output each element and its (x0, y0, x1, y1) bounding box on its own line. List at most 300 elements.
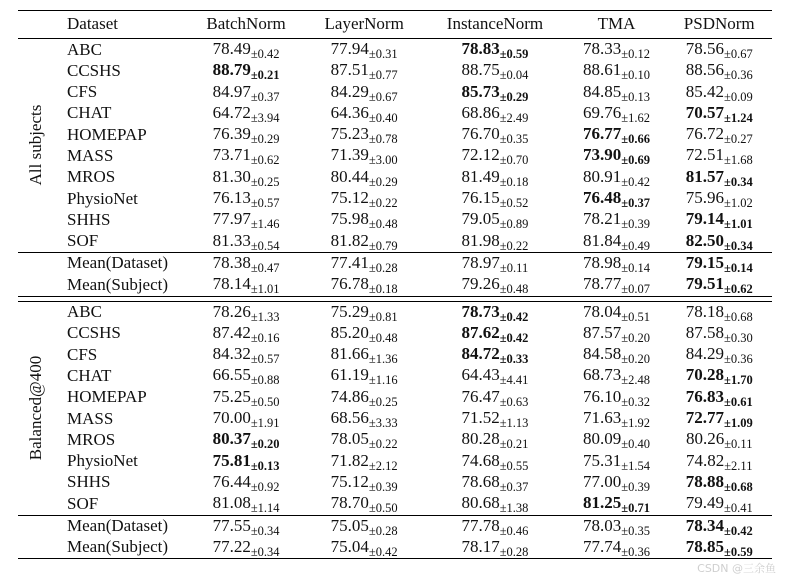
header-instancenorm: InstanceNorm (423, 11, 566, 39)
cell-value: 78.17 (461, 536, 500, 556)
value-cell (305, 323, 423, 344)
cell-value: 87.51 (330, 60, 369, 80)
value-cell (187, 472, 305, 493)
cell-std: ±0.79 (368, 238, 398, 253)
value-cell (305, 252, 423, 274)
cell-std: ±1.54 (621, 458, 651, 473)
cell-value: 79.15 (685, 252, 724, 272)
cell-std: ±0.21 (250, 68, 280, 83)
cell-std: ±0.36 (723, 352, 753, 367)
cell-std: ±0.20 (621, 352, 651, 367)
value-cell (423, 493, 566, 515)
cell-std: ±0.13 (621, 89, 651, 104)
cell-value: 76.83 (685, 386, 724, 406)
cell-std: ±1.36 (368, 352, 398, 367)
cell-std: ±0.62 (723, 282, 753, 297)
cell-std: ±0.10 (621, 68, 651, 83)
value-cell (305, 451, 423, 472)
cell-std: ±0.50 (250, 394, 280, 409)
value-cell (423, 145, 566, 166)
cell-std: ±0.42 (723, 523, 753, 538)
cell-std: ±0.35 (499, 132, 529, 147)
cell-value: 81.84 (583, 230, 622, 250)
cell-value: 79.49 (685, 493, 724, 513)
cell-value: 77.00 (583, 471, 622, 491)
value-cell (567, 365, 667, 386)
value-cell (567, 252, 667, 274)
cell-std: ±2.49 (499, 110, 529, 125)
cell-value: 74.86 (330, 386, 369, 406)
cell-value: 78.26 (212, 301, 251, 321)
value-cell (305, 515, 423, 537)
value-cell (305, 365, 423, 386)
dataset-name: CCSHS (67, 323, 121, 343)
cell-std: ±0.68 (723, 309, 753, 324)
cell-value: 74.68 (461, 450, 500, 470)
cell-value: 78.70 (330, 493, 369, 513)
value-cell (305, 60, 423, 81)
value-cell (567, 344, 667, 365)
cell-value: 72.77 (685, 408, 724, 428)
value-cell (305, 167, 423, 188)
value-cell (666, 209, 772, 230)
cell-std: ±0.70 (499, 153, 529, 168)
cell-std: ±0.61 (723, 394, 753, 409)
cell-std: ±0.20 (250, 437, 280, 452)
cell-std: ±1.33 (250, 309, 280, 324)
value-cell (305, 274, 423, 296)
mean-row (18, 252, 772, 274)
value-cell (567, 323, 667, 344)
value-cell (423, 60, 566, 81)
cell-value: 81.25 (583, 493, 622, 513)
cell-std: ±0.48 (368, 330, 398, 345)
cell-value: 76.77 (583, 124, 622, 144)
cell-std: ±2.48 (621, 373, 651, 388)
table-row (18, 82, 772, 103)
cell-std: ±0.48 (499, 282, 529, 297)
table-row (18, 231, 772, 253)
value-cell (187, 103, 305, 124)
value-cell (567, 515, 667, 537)
cell-value: 78.83 (461, 39, 500, 58)
cell-std: ±0.32 (621, 394, 651, 409)
cell-std: ±0.31 (368, 47, 398, 61)
value-cell (187, 209, 305, 230)
value-cell (567, 493, 667, 515)
cell-std: ±0.51 (621, 309, 651, 324)
cell-std: ±4.41 (499, 373, 529, 388)
cell-value: 82.50 (685, 230, 724, 250)
mean-name: Mean(Dataset) (54, 252, 187, 274)
table-row (18, 472, 772, 493)
cell-value: 75.23 (330, 124, 369, 144)
cell-std: ±0.09 (723, 89, 753, 104)
blank-cell (18, 537, 54, 559)
cell-value: 77.22 (212, 536, 251, 556)
value-cell (187, 39, 305, 61)
cell-value: 78.88 (685, 471, 724, 491)
value-cell (305, 344, 423, 365)
value-cell (187, 231, 305, 253)
value-cell (666, 451, 772, 472)
dataset-name: MROS (67, 167, 116, 187)
cell-std: ±0.12 (621, 47, 651, 61)
cell-value: 84.72 (461, 344, 500, 364)
cell-value: 78.56 (685, 39, 724, 58)
cell-std: ±0.39 (621, 479, 651, 494)
cell-std: ±0.21 (499, 437, 529, 452)
cell-value: 78.97 (461, 252, 500, 272)
cell-value: 75.25 (212, 386, 251, 406)
cell-std: ±0.69 (621, 153, 651, 168)
cell-value: 78.77 (583, 274, 622, 294)
cell-std: ±0.71 (621, 501, 651, 516)
group-label: All subjects (25, 105, 45, 186)
value-cell (423, 344, 566, 365)
cell-std: ±0.29 (499, 89, 529, 104)
dataset-name: SOF (67, 231, 99, 251)
cell-value: 78.34 (685, 515, 724, 535)
value-cell (567, 301, 667, 323)
cell-std: ±0.34 (250, 523, 280, 538)
cell-std: ±1.62 (621, 110, 651, 125)
cell-std: ±0.67 (368, 89, 398, 104)
value-cell (423, 515, 566, 537)
value-cell (666, 103, 772, 124)
value-cell (305, 472, 423, 493)
cell-std: ±0.29 (368, 174, 398, 189)
cell-value: 78.05 (330, 429, 369, 449)
cell-value: 76.39 (212, 124, 251, 144)
table-row (18, 103, 772, 124)
cell-std: ±0.36 (621, 544, 651, 559)
cell-value: 78.14 (212, 274, 251, 294)
cell-value: 76.72 (685, 124, 724, 144)
cell-value: 76.15 (461, 188, 500, 208)
cell-value: 77.41 (330, 252, 369, 272)
value-cell (567, 472, 667, 493)
dataset-name: MASS (67, 145, 114, 165)
dataset-name: PhysioNet (67, 451, 138, 471)
value-cell (666, 145, 772, 166)
cell-std: ±1.91 (250, 416, 280, 431)
table-row (18, 408, 772, 429)
cell-std: ±0.25 (250, 174, 280, 189)
cell-value: 69.76 (583, 102, 622, 122)
value-cell (305, 408, 423, 429)
mean-row (18, 274, 772, 296)
cell-std: ±0.11 (499, 260, 529, 275)
cell-value: 72.51 (685, 145, 724, 165)
cell-value: 77.78 (461, 515, 500, 535)
cell-std: ±3.33 (368, 416, 398, 431)
table-row (18, 167, 772, 188)
cell-std: ±0.11 (724, 437, 753, 452)
cell-std: ±1.14 (250, 501, 280, 516)
dataset-name: CFS (67, 82, 98, 102)
value-cell (187, 408, 305, 429)
cell-value: 77.55 (212, 515, 251, 535)
value-cell (187, 451, 305, 472)
value-cell (423, 451, 566, 472)
cell-std: ±0.92 (250, 479, 280, 494)
cell-value: 78.33 (583, 39, 622, 58)
cell-std: ±1.02 (723, 196, 753, 211)
cell-value: 81.66 (330, 344, 369, 364)
cell-value: 88.56 (685, 60, 724, 80)
value-cell (666, 493, 772, 515)
value-cell (567, 408, 667, 429)
table-row (18, 429, 772, 450)
cell-std: ±1.01 (723, 217, 753, 232)
cell-value: 70.28 (685, 365, 724, 385)
value-cell (305, 145, 423, 166)
cell-value: 75.05 (330, 515, 369, 535)
cell-value: 79.05 (461, 209, 500, 229)
value-cell (423, 429, 566, 450)
value-cell (187, 252, 305, 274)
value-cell (666, 344, 772, 365)
cell-value: 75.12 (330, 188, 369, 208)
value-cell (187, 537, 305, 559)
group-label-cell (18, 39, 54, 253)
cell-value: 78.21 (583, 209, 622, 229)
value-cell (567, 429, 667, 450)
dataset-name: ABC (54, 39, 187, 61)
cell-value: 78.85 (685, 536, 724, 556)
cell-value: 76.44 (212, 471, 251, 491)
value-cell (305, 39, 423, 61)
dataset-name: CHAT (67, 103, 112, 123)
cell-value: 66.55 (212, 365, 251, 385)
cell-std: ±0.67 (723, 47, 753, 61)
cell-value: 77.94 (330, 39, 369, 58)
cell-value: 79.26 (461, 274, 500, 294)
cell-std: ±0.34 (250, 544, 280, 559)
cell-value: 75.04 (330, 536, 369, 556)
cell-std: ±0.35 (621, 523, 651, 538)
value-cell (666, 323, 772, 344)
value-cell (423, 472, 566, 493)
cell-std: ±0.41 (723, 501, 753, 516)
blank-cell (18, 274, 54, 296)
value-cell (567, 124, 667, 145)
cell-value: 80.68 (461, 493, 500, 513)
dataset-name: PhysioNet (67, 188, 138, 208)
cell-std: ±0.30 (723, 330, 753, 345)
header-group-cell (18, 11, 54, 39)
dataset-name: MASS (67, 408, 114, 428)
cell-std: ±0.13 (250, 458, 280, 473)
cell-std: ±0.49 (621, 238, 651, 253)
cell-value: 71.63 (583, 408, 622, 428)
cell-value: 73.71 (212, 145, 251, 165)
table-row (18, 60, 772, 81)
cell-std: ±0.22 (368, 196, 398, 211)
cell-std: ±1.13 (499, 416, 529, 431)
cell-value: 74.82 (685, 450, 725, 470)
cell-value: 81.30 (212, 166, 251, 186)
table-body (18, 39, 772, 559)
cell-value: 68.86 (461, 102, 500, 122)
cell-value: 75.29 (330, 301, 369, 321)
header-batchnorm: BatchNorm (187, 11, 305, 39)
cell-value: 88.61 (583, 60, 622, 80)
value-cell (305, 124, 423, 145)
cell-value: 80.28 (461, 429, 500, 449)
cell-std: ±0.37 (621, 196, 651, 211)
cell-std: ±0.62 (250, 153, 280, 168)
cell-value: 64.43 (461, 365, 500, 385)
table-row (18, 451, 772, 472)
mean-row (18, 537, 772, 559)
cell-value: 84.97 (212, 81, 251, 101)
cell-std: ±0.78 (368, 132, 398, 147)
value-cell (187, 274, 305, 296)
value-cell (187, 82, 305, 103)
cell-value: 75.31 (583, 450, 622, 470)
value-cell (567, 39, 667, 61)
cell-std: ±0.40 (621, 437, 651, 452)
value-cell (187, 344, 305, 365)
cell-value: 64.72 (212, 102, 251, 122)
dataset-name: MROS (67, 429, 116, 449)
table-row (18, 39, 772, 61)
table-row (18, 493, 772, 515)
value-cell (423, 252, 566, 274)
cell-std: ±0.57 (250, 352, 280, 367)
cell-value: 80.44 (330, 166, 369, 186)
dataset-name: CCSHS (67, 60, 121, 80)
value-cell (187, 515, 305, 537)
cell-value: 88.79 (212, 60, 251, 80)
dataset-name: SHHS (67, 472, 111, 492)
value-cell (305, 387, 423, 408)
value-cell (666, 124, 772, 145)
cell-value: 71.39 (330, 145, 369, 165)
value-cell (187, 60, 305, 81)
mean-row (18, 515, 772, 537)
value-cell (567, 145, 667, 166)
cell-value: 78.98 (583, 252, 622, 272)
cell-value: 71.52 (461, 408, 500, 428)
cell-std: ±0.34 (723, 238, 753, 253)
cell-std: ±0.77 (368, 68, 398, 83)
cell-value: 81.49 (461, 166, 500, 186)
cell-value: 75.96 (685, 188, 724, 208)
cell-std: ±1.16 (368, 373, 398, 388)
value-cell (305, 188, 423, 209)
cell-value: 88.75 (461, 60, 500, 80)
value-cell (187, 167, 305, 188)
table-row (18, 124, 772, 145)
value-cell (423, 39, 566, 61)
value-cell (666, 167, 772, 188)
cell-std: ±0.33 (499, 352, 529, 367)
cell-std: ±0.14 (723, 260, 753, 275)
table-row (18, 188, 772, 209)
watermark: CSDN @三余鱼 (697, 562, 776, 575)
mean-name: Mean(Dataset) (54, 515, 187, 537)
cell-std: ±0.37 (250, 89, 280, 104)
cell-std: ±0.48 (368, 217, 398, 232)
value-cell (567, 537, 667, 559)
cell-value: 81.57 (685, 166, 724, 186)
value-cell (423, 209, 566, 230)
cell-std: ±0.28 (499, 544, 529, 559)
cell-value: 70.00 (212, 408, 251, 428)
cell-std: ±0.57 (250, 196, 280, 211)
cell-std: ±3.94 (250, 110, 280, 125)
cell-std: ±0.34 (723, 174, 753, 189)
value-cell (305, 103, 423, 124)
value-cell (423, 188, 566, 209)
cell-value: 61.19 (330, 365, 369, 385)
cell-std: ±0.88 (250, 373, 280, 388)
value-cell (305, 209, 423, 230)
cell-std: ±0.42 (368, 544, 398, 559)
dataset-name: HOMEPAP (67, 387, 147, 407)
cell-std: ±0.39 (621, 217, 651, 232)
value-cell (187, 124, 305, 145)
cell-std: ±0.16 (250, 330, 280, 345)
cell-std: ±0.18 (368, 282, 398, 297)
value-cell (666, 429, 772, 450)
cell-std: ±0.54 (250, 238, 280, 253)
cell-std: ±0.18 (499, 174, 529, 189)
cell-value: 84.85 (583, 81, 622, 101)
cell-value: 76.70 (461, 124, 500, 144)
cell-std: ±0.81 (368, 309, 398, 324)
table-row (18, 344, 772, 365)
value-cell (305, 231, 423, 253)
cell-std: ±1.46 (250, 217, 280, 232)
cell-value: 76.48 (583, 188, 622, 208)
value-cell (423, 82, 566, 103)
cell-value: 75.98 (330, 209, 369, 229)
value-cell (666, 365, 772, 386)
cell-std: ±0.42 (250, 47, 280, 61)
cell-value: 84.32 (212, 344, 251, 364)
value-cell (187, 429, 305, 450)
cell-std: ±0.36 (723, 68, 753, 83)
results-table (18, 10, 772, 559)
cell-std: ±0.14 (621, 260, 651, 275)
value-cell (423, 231, 566, 253)
value-cell (423, 103, 566, 124)
table-row (18, 301, 772, 323)
cell-value: 68.73 (583, 365, 622, 385)
cell-value: 78.18 (685, 301, 724, 321)
table-row (18, 323, 772, 344)
cell-std: ±1.70 (723, 373, 753, 388)
cell-std: ±0.59 (723, 544, 753, 559)
value-cell (567, 231, 667, 253)
cell-value: 78.04 (583, 301, 622, 321)
cell-value: 76.13 (212, 188, 251, 208)
value-cell (423, 167, 566, 188)
cell-value: 77.97 (212, 209, 251, 229)
cell-std: ±2.12 (368, 458, 398, 473)
value-cell (423, 365, 566, 386)
value-cell (187, 323, 305, 344)
cell-std: ±0.42 (499, 309, 529, 324)
table-row (18, 387, 772, 408)
cell-std: ±0.46 (499, 523, 529, 538)
value-cell (567, 103, 667, 124)
cell-value: 80.37 (212, 429, 251, 449)
